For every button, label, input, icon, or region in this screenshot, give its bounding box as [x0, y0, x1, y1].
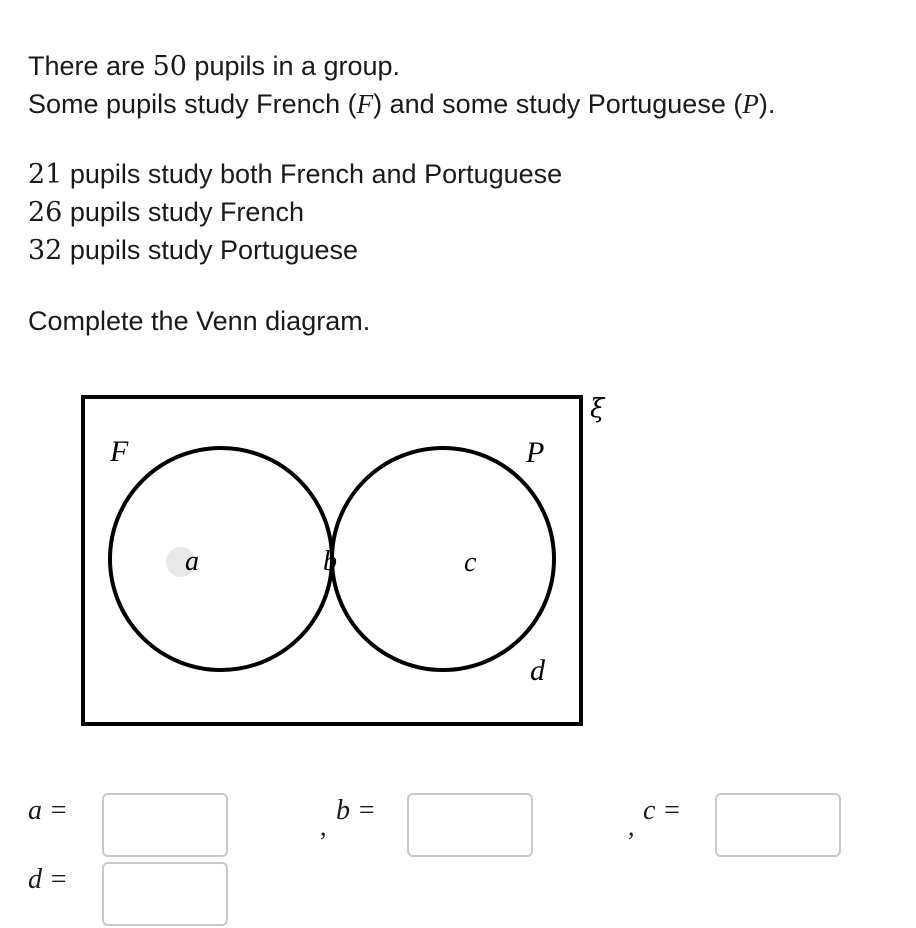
- region-c-label: c: [464, 547, 477, 578]
- separator-comma: ,: [320, 812, 327, 841]
- answer-c-input[interactable]: [715, 793, 841, 857]
- fact-both: 21 pupils study both French and Portuguese: [28, 159, 563, 190]
- region-d-label: d: [530, 654, 545, 687]
- circle-french: [110, 448, 332, 670]
- answer-b-input[interactable]: [407, 793, 533, 857]
- problem-line-1: There are 50 pupils in a group.: [28, 51, 401, 82]
- universal-symbol: ξ: [590, 394, 605, 424]
- answer-a-label: a =: [28, 795, 68, 826]
- answer-c-label: c =: [643, 795, 682, 826]
- answer-b-label: b =: [336, 795, 376, 826]
- separator-comma: ,: [628, 812, 635, 841]
- answer-d-label: d =: [28, 864, 68, 895]
- answer-a-input[interactable]: [102, 793, 228, 857]
- region-a-label: a: [185, 546, 199, 577]
- label-set-p: P: [526, 436, 545, 469]
- problem-line-2: Some pupils study French (F) and some study Portuguese (P).: [28, 89, 776, 119]
- fact-portuguese: 32 pupils study Portuguese: [28, 235, 359, 266]
- fact-french: 26 pupils study French: [28, 197, 304, 228]
- circle-portuguese: [332, 448, 554, 670]
- label-set-f: F: [110, 435, 129, 468]
- answer-d-input[interactable]: [102, 862, 228, 926]
- instruction: Complete the Venn diagram.: [28, 306, 371, 336]
- region-b-label: b: [323, 546, 337, 577]
